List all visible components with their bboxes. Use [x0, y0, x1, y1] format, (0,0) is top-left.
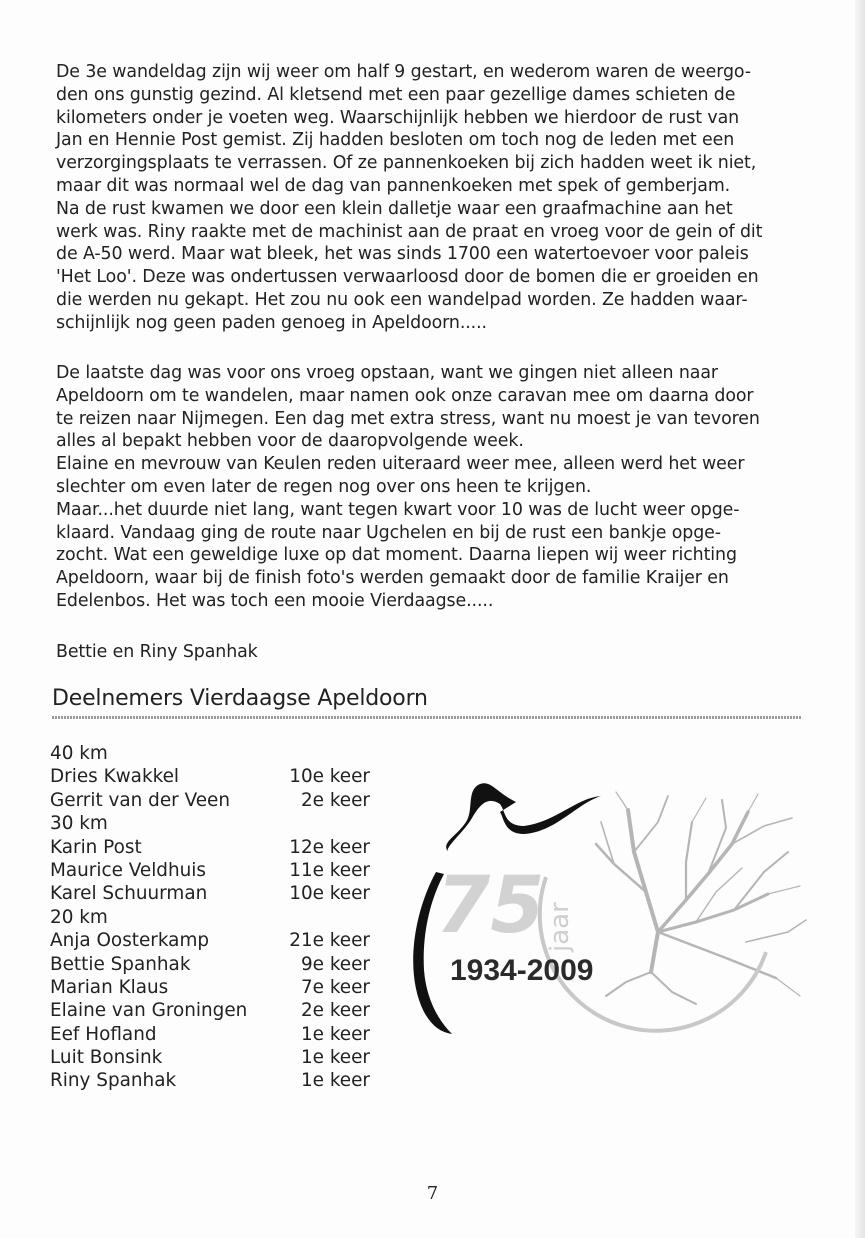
participant-row — [50, 859, 370, 882]
participant-name: Bettie Spanhak — [50, 953, 191, 975]
tree-icon — [596, 792, 806, 1004]
participation-count: 2e keer — [300, 1000, 370, 1022]
participation-count: 1e keer — [300, 1023, 370, 1045]
logo-number: 75 — [436, 861, 545, 951]
text-line: klaard. Vandaag ging de route naar Ugchelen en bij de rust een bankje opge- — [56, 522, 721, 543]
text-line: Apeldoorn om te wandelen, maar namen ook onze caravan mee om daarna door — [56, 385, 754, 406]
participant-row — [50, 789, 370, 812]
text-line: maar dit was normaal wel de dag van pannenkoeken met spek of gemberjam. — [56, 175, 731, 196]
participation-count: 10e keer — [289, 766, 370, 788]
participation-count: 1e keer — [300, 1070, 370, 1092]
logo-years: 1934-2009 — [450, 954, 594, 987]
participant-row — [50, 929, 370, 952]
text-line: Elaine en mevrouw van Keulen reden uiteraard weer mee, alleen werd het weer — [56, 454, 745, 475]
participant-list — [50, 742, 370, 1093]
article-signature: Bettie en Riny Spanhak — [56, 642, 258, 662]
participant-name: Marian Klaus — [50, 976, 169, 998]
text-line: Jan en Hennie Post gemist. Zij hadden besloten om toch nog de leden met een — [56, 130, 735, 151]
text-line: Edelenbos. Het was toch een mooie Vierdaagse..... — [56, 590, 494, 611]
participant-row — [50, 1069, 370, 1092]
section-divider — [52, 716, 802, 719]
text-line: die werden nu gekapt. Het zou nu ook een wandelpad worden. Ze hadden waar- — [56, 289, 748, 310]
participation-count: 21e keer — [289, 930, 370, 952]
participation-count: 1e keer — [300, 1047, 370, 1069]
participant-name: Maurice Veldhuis — [50, 859, 206, 881]
text-line: Maar...het duurde niet lang, want tegen kwart voor 10 was de lucht weer opge- — [56, 499, 740, 520]
distance-heading — [50, 742, 370, 765]
page-number: 7 — [426, 1183, 439, 1204]
participant-row — [50, 882, 370, 905]
participant-row — [50, 976, 370, 999]
participant-name: Luit Bonsink — [50, 1047, 163, 1069]
swoosh-icon — [446, 783, 601, 852]
participation-count: 12e keer — [289, 836, 370, 858]
participation-count: 7e keer — [300, 976, 370, 998]
participant-name: Gerrit van der Veen — [50, 789, 231, 811]
text-line: De laatste dag was voor ons vroeg opstaan, want we gingen niet alleen naar — [56, 363, 718, 383]
participant-name: Karel Schuurman — [50, 883, 208, 905]
text-line: verzorgingsplaats te verrassen. Of ze pannenkoeken bij zich hadden weet ik niet, — [56, 153, 757, 174]
participant-name: Riny Spanhak — [50, 1070, 177, 1092]
text-line: Apeldoorn, waar bij de finish foto's werden gemaakt door de familie Kraijer en — [56, 568, 729, 589]
article-paragraph-2 — [56, 362, 800, 613]
text-line: de A-50 werd. Maar wat bleek, het was sinds 1700 een watertoevoer voor paleis — [56, 244, 749, 265]
participation-count: 11e keer — [289, 859, 370, 881]
section-title: Deelnemers Vierdaagse Apeldoorn — [52, 686, 428, 711]
logo-word: jaar — [545, 902, 575, 952]
participant-name: Karin Post — [50, 836, 142, 858]
participant-row — [50, 999, 370, 1022]
participant-row — [50, 765, 370, 788]
participant-row — [50, 953, 370, 976]
participant-row — [50, 1023, 370, 1046]
participant-name: Elaine van Groningen — [50, 1000, 248, 1022]
text-line: schijnlijk nog geen paden genoeg in Apeldoorn..... — [56, 312, 487, 333]
article-paragraph-1 — [56, 61, 800, 335]
text-line: Na de rust kwamen we door een klein dalletje waar een graafmachine aan het — [56, 198, 733, 219]
text-line: te reizen naar Nijmegen. Een dag met extra stress, want nu moest je van tevoren — [56, 408, 760, 429]
text-line: slechter om even later de regen nog over ons heen te krijgen. — [56, 476, 592, 497]
participant-name: Dries Kwakkel — [50, 766, 180, 788]
distance-heading — [50, 812, 370, 835]
participant-name: Eef Hofland — [50, 1023, 157, 1045]
distance-label: 20 km — [50, 906, 108, 928]
text-line: De 3e wandeldag zijn wij weer om half 9 gestart, en wederom waren de weergo- — [56, 62, 751, 82]
page-edge-shadow — [855, 0, 865, 1238]
distance-label: 40 km — [50, 743, 108, 764]
participant-row — [50, 1046, 370, 1069]
text-line: kilometers onder je voeten weg. Waarschijnlijk hebben we hierdoor de rust van — [56, 107, 740, 128]
distance-heading — [50, 906, 370, 929]
participant-name: Anja Oosterkamp — [50, 930, 210, 952]
text-line: den ons gunstig gezind. Al kletsend met een paar gezellige dames schieten de — [56, 84, 736, 105]
distance-label: 30 km — [50, 813, 108, 835]
anniversary-logo — [396, 782, 816, 1052]
participation-count: 9e keer — [300, 953, 370, 975]
text-line: alles al bepakt hebben voor de daaropvolgende week. — [56, 431, 524, 452]
participant-row — [50, 836, 370, 859]
participation-count: 10e keer — [289, 883, 370, 905]
text-line: zocht. Wat een geweldige luxe op dat moment. Daarna liepen wij weer richting — [56, 545, 737, 566]
participation-count: 2e keer — [300, 789, 370, 811]
text-line: werk was. Riny raakte met de machinist aan de praat en vroeg voor de gein of dit — [56, 221, 763, 242]
text-line: 'Het Loo'. Deze was ondertussen verwaarloosd door de bomen die er groeiden en — [56, 267, 759, 288]
